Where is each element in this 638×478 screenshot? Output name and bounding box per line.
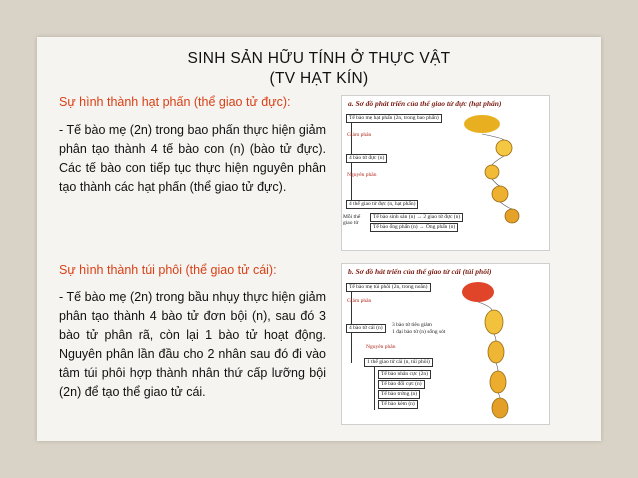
slide-title bbox=[37, 49, 601, 89]
embryo-sac-shape bbox=[490, 371, 506, 393]
figure-a-caption: a. Sơ đồ phát triển của thể giao tử đực (hạt phấn) bbox=[348, 99, 502, 108]
anther-shape bbox=[464, 115, 500, 133]
section2-body: - Tế bào mẹ (2n) trong bầu nhụy thực hiện giảm phân tạo thành 4 bào tử đơn bội (n), sau đó 3 bào tử phân rã, còn lại 1 bào tử hoạt động. Nguyên phân lần đầu cho 2 nhân sau đó đi vào tâm túi phôi hợp thành nhân thứ cấp lưỡng bội (2n) để tạo thể giao tử cái. bbox=[59, 290, 326, 399]
figure-b-label-meiosis: Giảm phân bbox=[347, 298, 372, 304]
figure-b-note-surviving: 1 đại bào tử (n) sống sót bbox=[392, 329, 446, 335]
figure-b-box-antipodal: Tế bào đối cực (n) bbox=[378, 380, 425, 389]
figure-a-label-mitosis: Nguyên phân bbox=[347, 172, 377, 178]
figure-b-box-mother-cell: Tế bào mẹ túi phôi (2n, trong noãn) bbox=[346, 283, 431, 292]
tetrad-shape bbox=[485, 165, 499, 179]
figure-female-gametophyte bbox=[341, 263, 550, 425]
figure-a-box-microspores: 4 bào tử đực (n) bbox=[346, 154, 387, 163]
figure-male-gametophyte bbox=[341, 95, 550, 251]
figure-b-box-polar: Tế bào nhân cực (2n) bbox=[378, 370, 431, 379]
figure-b-label-mitosis: Nguyên phân bbox=[366, 344, 396, 350]
figure-a-box-generative: Tế bào sinh sản (n) → 2 giao tử đực (n) bbox=[370, 213, 463, 222]
mature-sac-shape bbox=[492, 398, 508, 418]
pollen-grain-shape bbox=[505, 209, 519, 223]
ovule-shape bbox=[485, 310, 503, 334]
figure-b-box-megaspores: 4 bào tử cái (n) bbox=[346, 324, 386, 333]
figure-a-box-pollen: 4 thể giao tử đực (n, hạt phấn) bbox=[346, 200, 418, 209]
pollen-mother-cell bbox=[496, 140, 512, 156]
figure-b-note-degenerate: 3 bào tử tiêu giảm bbox=[392, 322, 432, 328]
section1-heading: Sự hình thành hạt phấn (thể giao tử đực): bbox=[59, 95, 291, 109]
figure-b-caption: b. Sơ đồ hát triển của thể giao tử cái (túi phôi) bbox=[348, 267, 492, 276]
figure-a-box-mother-cell: Tế bào mẹ hạt phấn (2n, trong bao phấn) bbox=[346, 114, 442, 123]
slide bbox=[37, 37, 601, 441]
section2-heading: Sự hình thành túi phôi (thể giao tử cái): bbox=[59, 263, 277, 277]
title-line-1: SINH SẢN HỮU TÍNH Ở THỰC VẬT bbox=[187, 50, 451, 67]
figure-a-illustration bbox=[462, 110, 548, 248]
flower-shape bbox=[462, 282, 494, 302]
title-line-2: (TV HẠT KÍN) bbox=[269, 70, 369, 87]
figure-b-box-embryo-sac: 1 thể giao tử cái (n, túi phôi) bbox=[364, 358, 433, 367]
figure-b-box-egg: Tế bào trứng (n) bbox=[378, 390, 420, 399]
figure-b-branch bbox=[374, 366, 375, 410]
figure-b-box-synergid: Tế bào kèm (n) bbox=[378, 400, 418, 409]
figure-a-box-tube: Tế bào ống phấn (n) → Ống phấn (n) bbox=[370, 223, 458, 232]
figure-b-illustration bbox=[460, 278, 548, 422]
figure-a-label-each: Mỗi thể giao tử bbox=[343, 214, 361, 226]
megaspore-shape bbox=[488, 341, 504, 363]
microspore-shape bbox=[492, 186, 508, 202]
figure-a-label-meiosis: Giảm phân bbox=[347, 132, 372, 138]
section1-body: - Tế bào mẹ (2n) trong bao phấn thực hiện giảm phân tạo thành 4 tế bào con (n) (bào tử đực). Các tế bào con tiếp tục thực hiện nguyên phân tạo thành các hạt phấn (thể giao tử đực). bbox=[59, 123, 326, 194]
